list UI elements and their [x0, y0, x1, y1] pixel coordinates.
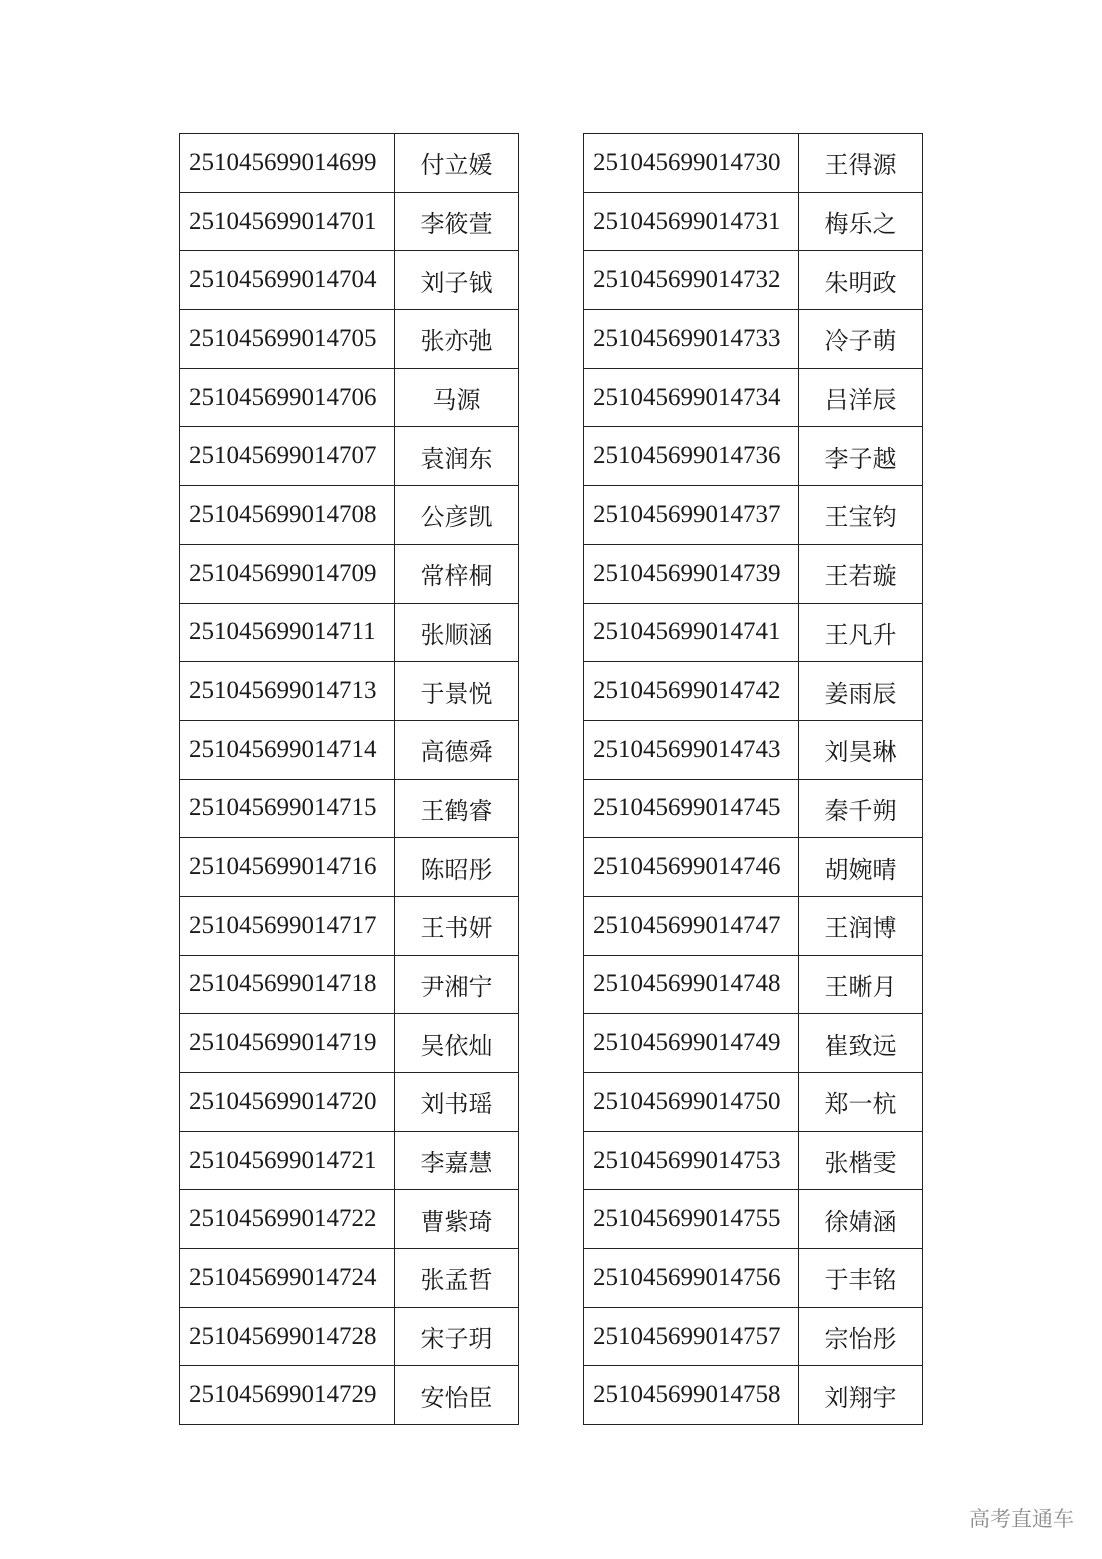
student-name-cell: 吕洋辰: [799, 368, 923, 427]
table-row: [180, 1366, 519, 1425]
table-row: [180, 251, 519, 310]
student-name-cell: 刘子钺: [395, 251, 519, 310]
exam-number-cell: 251045699014711: [180, 603, 395, 662]
student-name-cell: 张孟哲: [395, 1249, 519, 1308]
student-name-cell: 李筱萱: [395, 192, 519, 251]
exam-number-cell: 251045699014755: [584, 1190, 799, 1249]
table-row: [180, 603, 519, 662]
exam-number-cell: 251045699014705: [180, 310, 395, 369]
table-row: [584, 310, 923, 369]
student-name-cell: 袁润东: [395, 427, 519, 486]
student-name-cell: 宋子玥: [395, 1307, 519, 1366]
student-name-cell: 常梓桐: [395, 544, 519, 603]
table-row: [584, 1366, 923, 1425]
table-row: [180, 1307, 519, 1366]
exam-number-cell: 251045699014699: [180, 134, 395, 193]
table-row: [584, 720, 923, 779]
student-name-cell: 宗怡彤: [799, 1307, 923, 1366]
exam-number-cell: 251045699014720: [180, 1073, 395, 1132]
exam-number-cell: 251045699014743: [584, 720, 799, 779]
student-name-cell: 梅乐之: [799, 192, 923, 251]
table-row: [584, 368, 923, 427]
exam-number-cell: 251045699014721: [180, 1131, 395, 1190]
exam-number-cell: 251045699014706: [180, 368, 395, 427]
student-name-cell: 刘翔宇: [799, 1366, 923, 1425]
exam-number-cell: 251045699014749: [584, 1014, 799, 1073]
student-name-cell: 冷子萌: [799, 310, 923, 369]
student-name-cell: 安怡臣: [395, 1366, 519, 1425]
student-name-cell: 郑一杭: [799, 1073, 923, 1132]
exam-number-cell: 251045699014715: [180, 779, 395, 838]
table-row: [180, 1014, 519, 1073]
table-row: [180, 662, 519, 721]
student-name-cell: 马源: [395, 368, 519, 427]
table-row: [584, 1190, 923, 1249]
table-row: [180, 896, 519, 955]
table-row: [584, 779, 923, 838]
table-row: [584, 1131, 923, 1190]
table-row: [584, 134, 923, 193]
table-row: [584, 662, 923, 721]
table-row: [180, 838, 519, 897]
exam-number-cell: 251045699014745: [584, 779, 799, 838]
student-name-cell: 李嘉慧: [395, 1131, 519, 1190]
table-row: [584, 1014, 923, 1073]
exam-number-cell: 251045699014742: [584, 662, 799, 721]
student-name-cell: 公彦凯: [395, 486, 519, 545]
table-body-right: [584, 134, 923, 1425]
exam-number-cell: 251045699014704: [180, 251, 395, 310]
exam-number-cell: 251045699014709: [180, 544, 395, 603]
exam-number-cell: 251045699014756: [584, 1249, 799, 1308]
exam-number-cell: 251045699014716: [180, 838, 395, 897]
table-row: [180, 427, 519, 486]
table-row: [180, 134, 519, 193]
table-row: [180, 1190, 519, 1249]
exam-number-cell: 251045699014730: [584, 134, 799, 193]
table-row: [584, 603, 923, 662]
exam-number-cell: 251045699014741: [584, 603, 799, 662]
exam-number-cell: 251045699014737: [584, 486, 799, 545]
student-name-cell: 王书妍: [395, 896, 519, 955]
student-name-cell: 尹湘宁: [395, 955, 519, 1014]
student-list-table-left: [179, 133, 519, 1425]
exam-number-cell: 251045699014729: [180, 1366, 395, 1425]
exam-number-cell: 251045699014713: [180, 662, 395, 721]
exam-number-cell: 251045699014731: [584, 192, 799, 251]
exam-number-cell: 251045699014753: [584, 1131, 799, 1190]
student-name-cell: 付立媛: [395, 134, 519, 193]
exam-number-cell: 251045699014724: [180, 1249, 395, 1308]
student-name-cell: 王凡升: [799, 603, 923, 662]
table-row: [180, 1249, 519, 1308]
table-row: [180, 368, 519, 427]
table-row: [584, 427, 923, 486]
student-name-cell: 王若璇: [799, 544, 923, 603]
student-name-cell: 吴依灿: [395, 1014, 519, 1073]
table-row: [180, 192, 519, 251]
exam-number-cell: 251045699014701: [180, 192, 395, 251]
exam-number-cell: 251045699014750: [584, 1073, 799, 1132]
exam-number-cell: 251045699014714: [180, 720, 395, 779]
exam-number-cell: 251045699014717: [180, 896, 395, 955]
exam-number-cell: 251045699014719: [180, 1014, 395, 1073]
student-name-cell: 张顺涵: [395, 603, 519, 662]
table-row: [584, 1307, 923, 1366]
student-name-cell: 王宝钧: [799, 486, 923, 545]
exam-number-cell: 251045699014728: [180, 1307, 395, 1366]
table-row: [584, 192, 923, 251]
table-row: [180, 486, 519, 545]
student-name-cell: 崔致远: [799, 1014, 923, 1073]
table-row: [584, 955, 923, 1014]
student-name-cell: 秦千朔: [799, 779, 923, 838]
exam-number-cell: 251045699014736: [584, 427, 799, 486]
student-name-cell: 胡婉晴: [799, 838, 923, 897]
table-row: [180, 544, 519, 603]
student-name-cell: 朱明政: [799, 251, 923, 310]
student-name-cell: 王得源: [799, 134, 923, 193]
table-row: [584, 251, 923, 310]
student-name-cell: 曹紫琦: [395, 1190, 519, 1249]
exam-number-cell: 251045699014733: [584, 310, 799, 369]
student-name-cell: 张亦弛: [395, 310, 519, 369]
table-row: [180, 779, 519, 838]
exam-number-cell: 251045699014757: [584, 1307, 799, 1366]
table-row: [180, 1131, 519, 1190]
exam-number-cell: 251045699014732: [584, 251, 799, 310]
exam-number-cell: 251045699014746: [584, 838, 799, 897]
table-row: [180, 1073, 519, 1132]
exam-number-cell: 251045699014707: [180, 427, 395, 486]
student-name-cell: 姜雨辰: [799, 662, 923, 721]
exam-number-cell: 251045699014722: [180, 1190, 395, 1249]
watermark-text: 高考直通车: [969, 1507, 1074, 1531]
exam-number-cell: 251045699014739: [584, 544, 799, 603]
student-name-cell: 李子越: [799, 427, 923, 486]
table-row: [180, 310, 519, 369]
exam-number-cell: 251045699014708: [180, 486, 395, 545]
table-row: [584, 486, 923, 545]
exam-number-cell: 251045699014734: [584, 368, 799, 427]
student-name-cell: 陈昭彤: [395, 838, 519, 897]
student-name-cell: 刘昊琳: [799, 720, 923, 779]
table-row: [180, 720, 519, 779]
student-name-cell: 于景悦: [395, 662, 519, 721]
table-body-left: [180, 134, 519, 1425]
table-row: [584, 896, 923, 955]
student-list-table-right: [583, 133, 923, 1425]
table-row: [584, 838, 923, 897]
student-name-cell: 张楷雯: [799, 1131, 923, 1190]
student-name-cell: 刘书瑶: [395, 1073, 519, 1132]
exam-number-cell: 251045699014758: [584, 1366, 799, 1425]
student-name-cell: 徐婧涵: [799, 1190, 923, 1249]
student-name-cell: 王晰月: [799, 955, 923, 1014]
table-row: [584, 544, 923, 603]
student-name-cell: 高德舜: [395, 720, 519, 779]
exam-number-cell: 251045699014718: [180, 955, 395, 1014]
student-name-cell: 王润博: [799, 896, 923, 955]
student-name-cell: 于丰铭: [799, 1249, 923, 1308]
table-row: [584, 1073, 923, 1132]
student-name-cell: 王鹤睿: [395, 779, 519, 838]
exam-number-cell: 251045699014747: [584, 896, 799, 955]
table-row: [180, 955, 519, 1014]
table-row: [584, 1249, 923, 1308]
exam-number-cell: 251045699014748: [584, 955, 799, 1014]
